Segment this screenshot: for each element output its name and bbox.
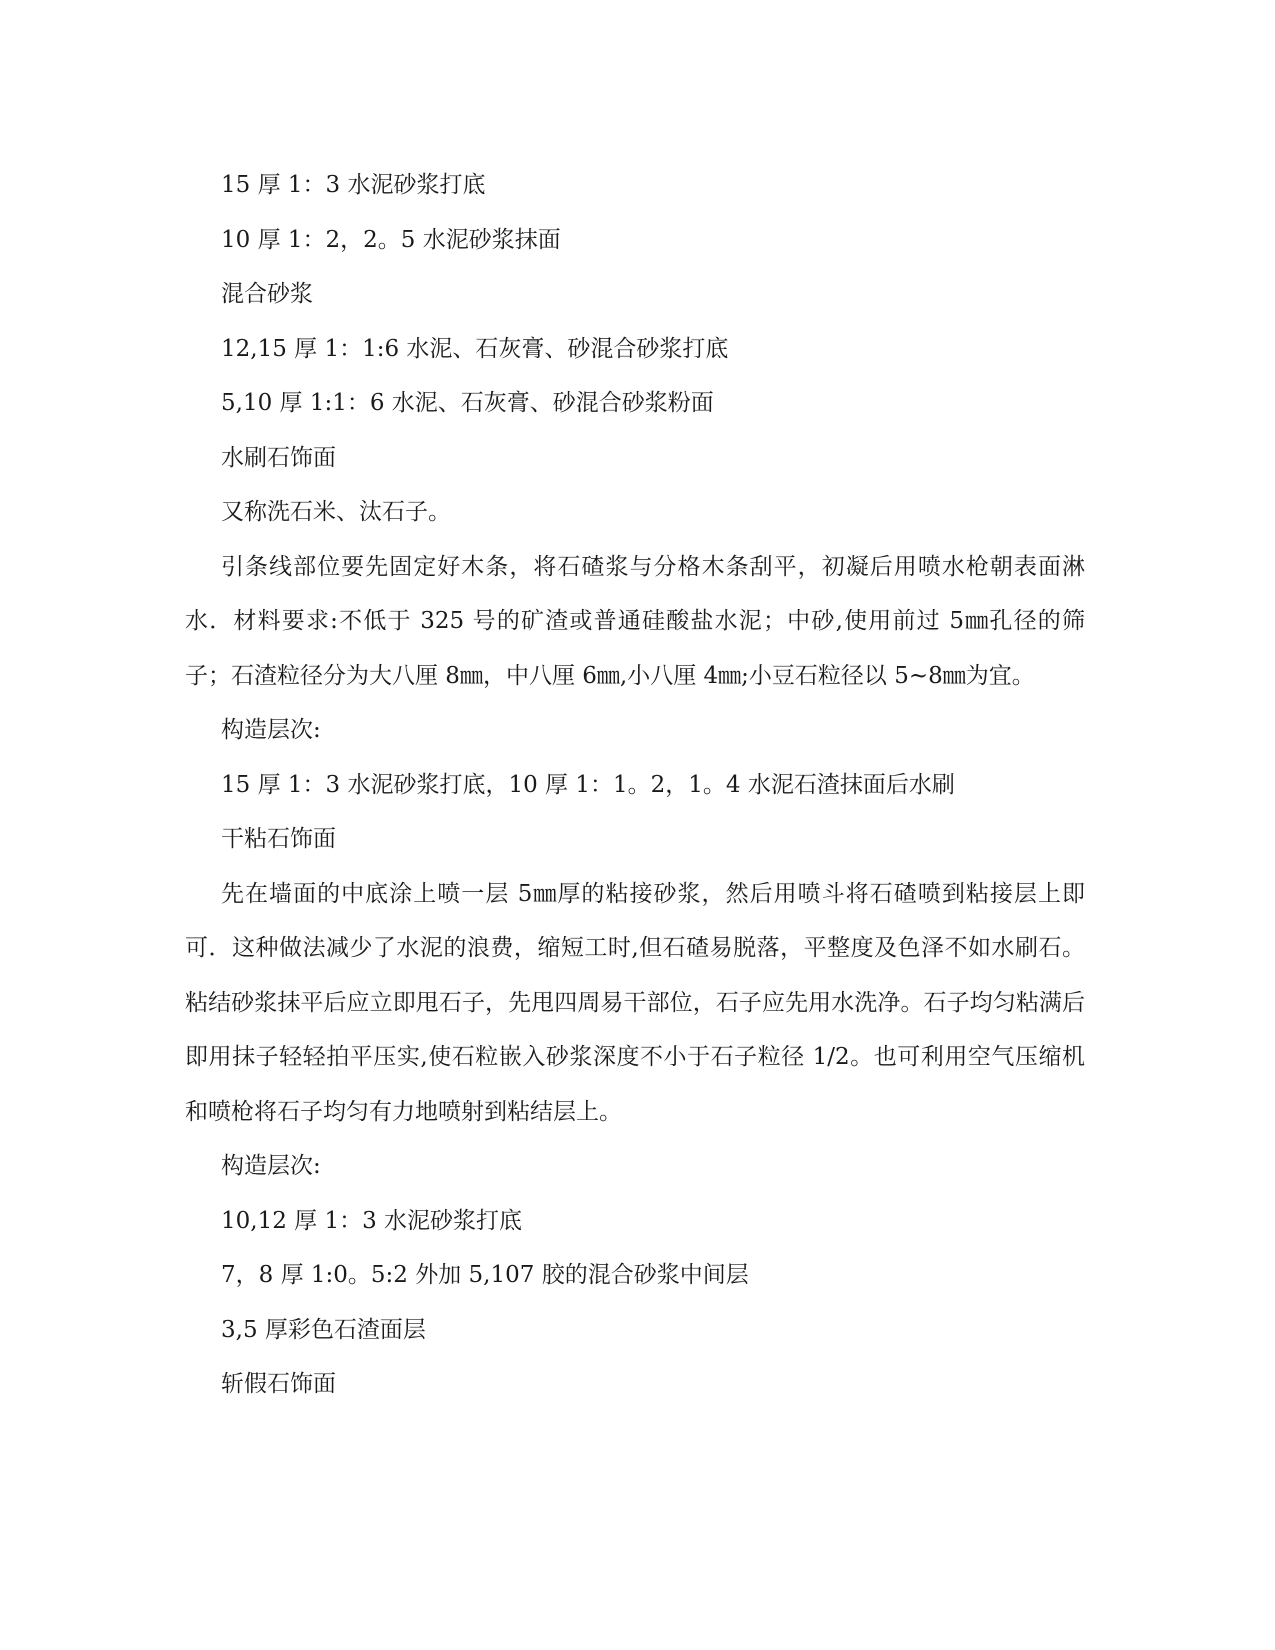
- document-body: [185, 158, 1085, 1412]
- paragraph-layer-middle: 7，8 厚 1:0。5:2 外加 5,107 胶的混合砂浆中间层: [221, 1262, 749, 1288]
- heading-layers-1: 构造层次:: [221, 717, 321, 743]
- paragraph-layer-base: 10,12 厚 1：3 水泥砂浆打底: [221, 1207, 523, 1234]
- paragraph-mixed-mortar-finish: 5,10 厚 1:1：6 水泥、石灰膏、砂混合砂浆粉面: [221, 390, 714, 416]
- paragraph-cement-mortar-finish: 10 厚 1：2，2。5 水泥砂浆抹面: [221, 226, 561, 253]
- heading-axed-stone-finish: 斩假石饰面: [221, 1371, 336, 1397]
- heading-washed-granite-finish: 水刷石饰面: [221, 444, 336, 471]
- heading-dry-stone-finish: 干粘石饰面: [221, 826, 336, 852]
- paragraph-cement-mortar-base: 15 厚 1：3 水泥砂浆打底: [221, 172, 486, 198]
- paragraph-washed-granite-method: 引条线部位要先固定好木条，将石碴浆与分格木条刮平，初凝后用喷水枪朝表面淋水．材料要求:不低于 325 号的矿渣或普通硅酸盐水泥；中砂,使用前过 5㎜孔径的筛子；石渣粒径分为大八厘 8㎜，中八厘 6㎜,小八厘 4㎜;小豆石粒径以 5~8㎜为宜。: [185, 553, 1085, 689]
- paragraph-dry-stone-method: 先在墙面的中底涂上喷一层 5㎜厚的粘接砂浆，然后用喷斗将石碴喷到粘接层上即可．这种做法减少了水泥的浪费，缩短工时,但石碴易脱落，平整度及色泽不如水刷石。 粘结砂浆抹平后应立即甩石子，先甩四周易干部位，石子应先用水洗净。石子均匀粘满后即用抹子轻轻拍平压实,使石粒嵌入砂浆深度不小于石子粒径 1/2。也可利用空气压缩机和喷枪将石子均匀有力地喷射到粘结层上。: [185, 880, 1085, 1125]
- heading-layers-2: 构造层次:: [221, 1153, 321, 1179]
- paragraph-washed-granite-alias: 又称洗石米、汰石子。: [221, 499, 451, 525]
- paragraph-washed-granite-layers: 15 厚 1：3 水泥砂浆打底，10 厚 1：1。2，1。4 水泥石渣抹面后水刷: [221, 771, 955, 798]
- heading-mixed-mortar: 混合砂浆: [221, 281, 313, 307]
- paragraph-layer-surface: 3,5 厚彩色石渣面层: [221, 1316, 426, 1343]
- paragraph-mixed-mortar-base: 12,15 厚 1：1:6 水泥、石灰膏、砂混合砂浆打底: [221, 335, 729, 362]
